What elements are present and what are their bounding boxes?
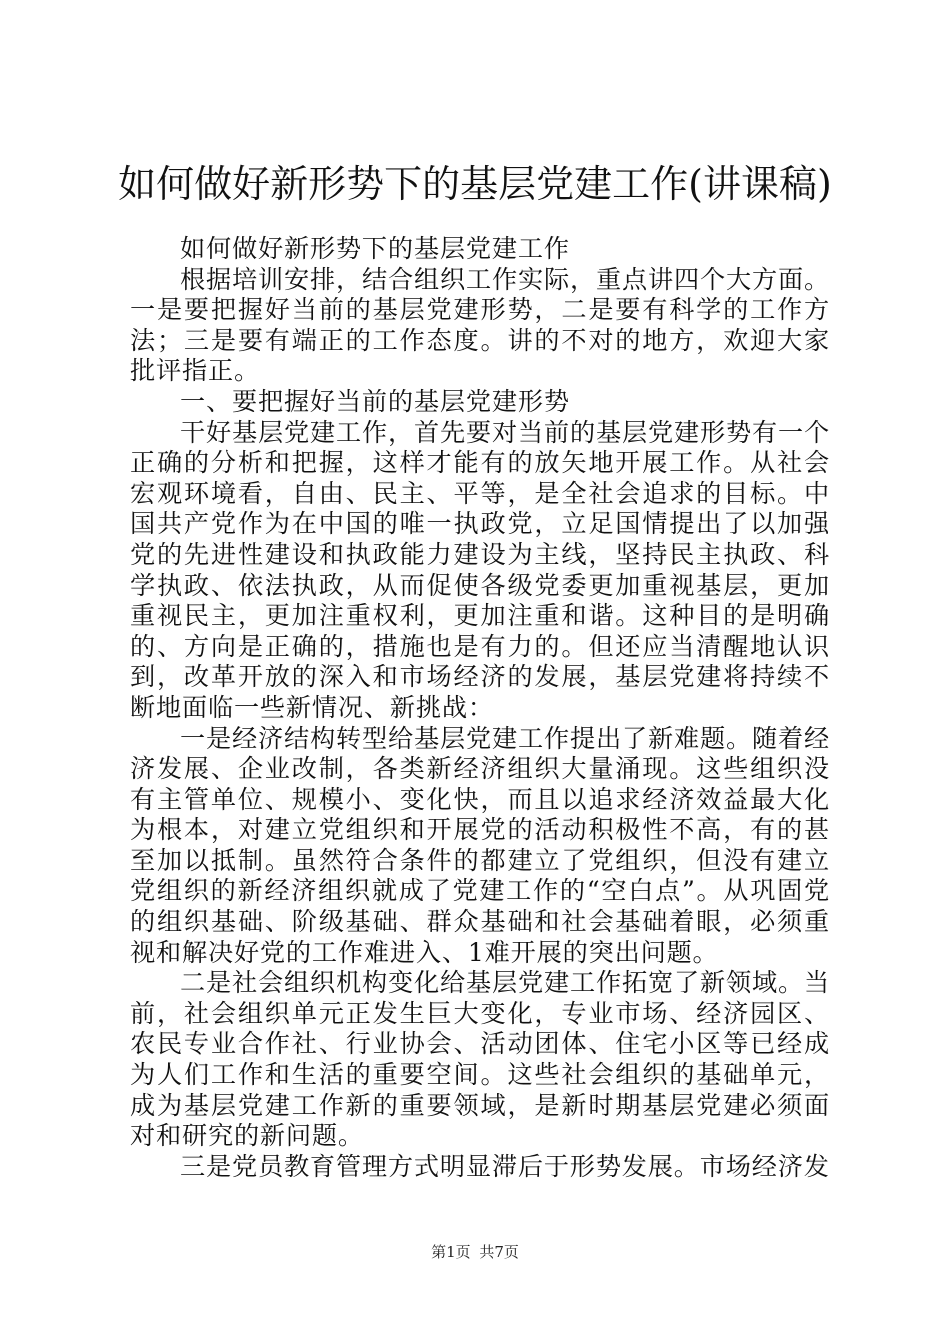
page-footer (0, 1242, 950, 1262)
paragraph-point-2: 二是社会组织机构变化给基层党建工作拓宽了新领域。当前，社会组织单元正发生巨大变化，专业市场、经济园区、农民专业合作社、行业协会、活动团体、住宅小区等已经成为人们工作和生活的重要空间。这些社会组织的基础单元，成为基层党建工作新的重要领域，是新时期基层党建必须面对和研究的新问题。 (130, 968, 830, 1151)
paragraph-subtitle: 如何做好新形势下的基层党建工作 (180, 234, 570, 263)
paragraph-situation: 干好基层党建工作，首先要对当前的基层党建形势有一个正确的分析和把握，这样才能有的放矢地开展工作。从社会宏观环境看，自由、民主、平等，是全社会追求的目标。中国共产党作为在中国的唯一执政党，立足国情提出了以加强党的先进性建设和执政能力建设为主线，坚持民主执政、科学执政、依法执政，从而促使各级党委更加重视基层，更加重视民主，更加注重权利，更加注重和谐。这种目的是明确的、方向是正确的，措施也是有力的。但还应当清醒地认识到，改革开放的深入和市场经济的发展，基层党建将持续不断地面临一些新情况、新挑战： (130, 417, 830, 722)
document-title: 如何做好新形势下的基层党建工作(讲课稿) (118, 162, 832, 206)
paragraph-point-1: 一是经济结构转型给基层党建工作提出了新难题。随着经济发展、企业改制，各类新经济组织大量涌现。这些组织没有主管单位、规模小、变化快，而且以追求经济效益最大化为根本，对建立党组织和开展党的活动积极性不高，有的甚至加以抵制。虽然符合条件的都建立了党组织，但没有建立党组织的新经济组织就成了党建工作的“空白点”。从巩固党的组织基础、阶级基础、群众基础和社会基础着眼，必须重视和解决好党的工作难进入、1难开展的突出问题。 (130, 723, 830, 967)
section-heading-1: 一、要把握好当前的基层党建形势 (180, 386, 570, 416)
page-total: 共7页 (479, 1243, 519, 1261)
page-number: 第1页 (431, 1243, 471, 1261)
document-body (130, 234, 830, 1182)
paragraph-intro: 根据培训安排，结合组织工作实际，重点讲四个大方面。一是要把握好当前的基层党建形势，二是要有科学的工作方法；三是要有端正的工作态度。讲的不对的地方，欢迎大家批评指正。 (130, 264, 830, 386)
paragraph-point-3: 三是党员教育管理方式明显滞后于形势发展。市场经济发 (180, 1151, 830, 1181)
